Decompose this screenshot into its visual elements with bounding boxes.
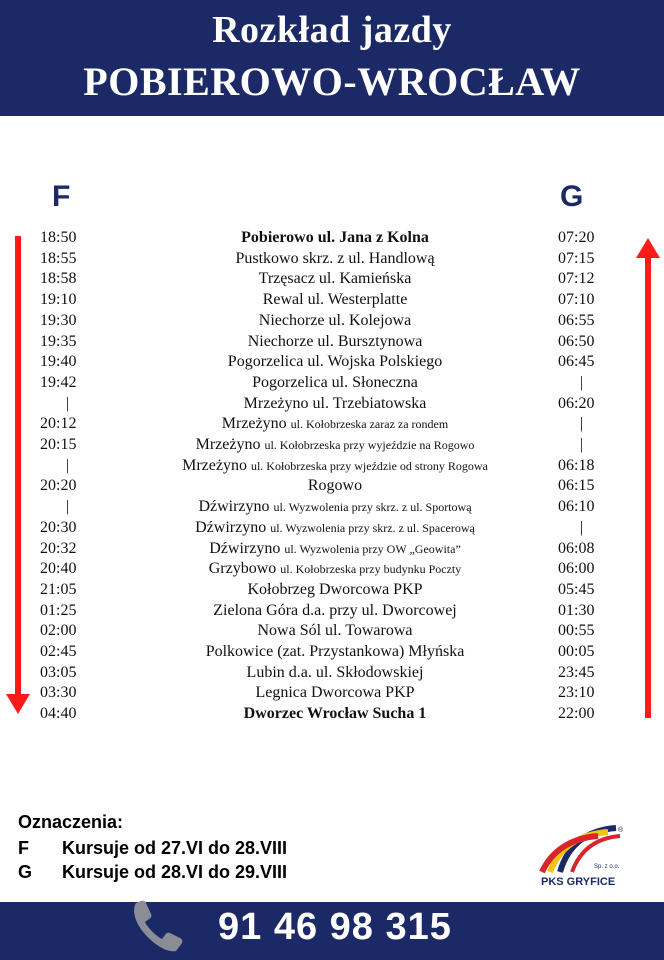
- stop-name: [105, 394, 565, 415]
- stop-main: Niechorze ul. Kolejowa: [258, 311, 412, 329]
- time-g: |: [580, 373, 584, 391]
- legend-text: Kursuje od 28.VI do 29.VIII: [62, 862, 288, 882]
- title-line-2: POBIEROWO-WROCŁAW: [83, 59, 581, 104]
- stop-name: [105, 601, 565, 622]
- stop-main: Trzęsacz ul. Kamieńska: [258, 270, 412, 288]
- table-row: [0, 228, 664, 249]
- time-f: 19:30: [40, 311, 77, 329]
- stop-name: [105, 683, 565, 704]
- stop-name: [105, 642, 565, 663]
- stop-name: [105, 704, 565, 725]
- stop-name: [105, 559, 565, 580]
- legend-row-g: [18, 862, 287, 883]
- legend-row-f: [18, 838, 287, 859]
- time-g: 07:20: [558, 229, 595, 246]
- time-g: 06:45: [558, 353, 595, 371]
- time-f: 20:12: [40, 415, 77, 433]
- stop-main: Dźwirzyno: [198, 498, 270, 516]
- stop-name: [105, 332, 565, 353]
- time-g: 01:30: [558, 601, 595, 619]
- stop-name: [105, 290, 565, 311]
- table-row: [0, 373, 664, 394]
- time-f: 21:05: [40, 580, 77, 598]
- table-row: [0, 269, 664, 290]
- logo-registered: ®: [618, 827, 624, 834]
- header-banner: [0, 0, 664, 116]
- time-g: 05:45: [558, 580, 595, 598]
- stop-main: Dźwirzyno: [195, 518, 267, 536]
- time-f: 19:40: [40, 353, 77, 371]
- time-g: 23:10: [558, 684, 595, 702]
- stop-main: Polkowice (zat. Przystankowa) Młyńska: [205, 643, 465, 660]
- table-row: [0, 663, 664, 684]
- legend-code: F: [18, 838, 29, 858]
- stop-main: Pogorzelica ul. Wojska Polskiego: [227, 353, 443, 371]
- time-g: 07:12: [558, 270, 595, 288]
- stop-detail: ul. Kołobrzeska zaraz za rondem: [290, 417, 449, 432]
- time-g: 06:15: [558, 477, 595, 495]
- time-f: 03:05: [40, 663, 77, 681]
- time-f: 02:00: [40, 622, 77, 640]
- table-row: [0, 332, 664, 353]
- time-f: 03:30: [40, 684, 77, 702]
- stop-name: [105, 373, 565, 394]
- stop-name: [105, 435, 565, 456]
- table-row: [0, 518, 664, 539]
- table-row: [0, 642, 664, 663]
- logo-suffix: Sp. z o.o.: [594, 864, 620, 870]
- stop-name: [105, 663, 565, 684]
- stop-detail: ul. Kołobrzeska przy budynku Poczty: [280, 562, 462, 577]
- time-f: |: [66, 498, 70, 516]
- stop-main: Mrzeżyno ul. Trzebiatowska: [243, 394, 427, 412]
- time-f: 18:58: [40, 270, 77, 288]
- time-f: 19:42: [40, 373, 77, 391]
- time-f: 04:40: [40, 705, 77, 723]
- time-f: 20:30: [40, 518, 77, 536]
- legend-title: Oznaczenia:: [18, 812, 124, 832]
- time-g: |: [580, 415, 584, 433]
- stop-name: [105, 269, 565, 290]
- stop-name: [105, 539, 565, 560]
- stop-main: Pustkowo skrz. z ul. Handlową: [235, 249, 435, 267]
- time-g: 06:18: [558, 456, 595, 474]
- time-f: 19:35: [40, 332, 77, 350]
- stop-main: Dworzec Wrocław Sucha 1: [243, 705, 427, 723]
- stop-main: Rewal ul. Westerplatte: [262, 291, 408, 309]
- table-row: [0, 414, 664, 435]
- stop-name: [105, 456, 565, 477]
- stop-name: [105, 476, 565, 497]
- table-row: [0, 621, 664, 642]
- stop-main: Nowa Sól ul. Towarowa: [257, 622, 413, 640]
- time-g: 06:00: [558, 560, 595, 578]
- time-g: 07:15: [558, 249, 595, 267]
- time-f: 20:32: [40, 539, 77, 557]
- time-f: 02:45: [40, 643, 77, 660]
- legend-text: Kursuje od 27.VI do 28.VIII: [62, 838, 288, 858]
- table-row: [0, 601, 664, 622]
- stop-name: [105, 518, 565, 539]
- time-f: 19:10: [40, 291, 77, 309]
- stop-detail: ul. Kołobrzeska przy wjeździe od strony Rogowa: [250, 458, 488, 473]
- stop-name: [105, 311, 565, 332]
- stop-main: Lubin d.a. ul. Skłodowskiej: [246, 663, 424, 681]
- stop-main: Kołobrzeg Dworcowa PKP: [247, 580, 423, 598]
- time-f: 18:55: [40, 249, 77, 267]
- stop-main: Dźwirzyno: [209, 539, 281, 557]
- table-row: [0, 249, 664, 270]
- table-row: [0, 580, 664, 601]
- time-f: |: [66, 394, 70, 412]
- time-g: 06:20: [558, 394, 595, 412]
- time-f: 20:15: [40, 436, 77, 453]
- stop-name: [105, 249, 565, 270]
- stop-main: Niechorze ul. Bursztynowa: [247, 332, 423, 350]
- time-g: 06:10: [558, 498, 595, 516]
- legend-code: G: [18, 862, 33, 882]
- stop-name: [105, 497, 565, 518]
- table-row: [0, 352, 664, 373]
- time-g: 06:55: [558, 311, 595, 329]
- stop-detail: ul. Wyzwolenia przy OW „Geowita”: [284, 541, 461, 556]
- logo-brand: PKS GRYFICE: [541, 876, 616, 888]
- stop-main: Pogorzelica ul. Słoneczna: [252, 373, 418, 391]
- time-g: 06:50: [558, 332, 595, 350]
- table-row: [0, 476, 664, 497]
- phone-number: 91 46 98 315: [218, 906, 452, 948]
- stop-detail: ul. Kołobrzeska przy wyjeździe na Rogowo: [264, 438, 475, 452]
- time-g: 22:00: [558, 705, 595, 723]
- table-row: [0, 559, 664, 580]
- stop-name: [105, 621, 565, 642]
- time-g: 00:05: [558, 643, 595, 660]
- stop-name: [105, 580, 565, 601]
- time-g: 23:45: [558, 663, 595, 681]
- stop-name: [105, 352, 565, 373]
- time-g: 07:10: [558, 291, 595, 309]
- column-label-f: F: [52, 180, 71, 213]
- time-f: 20:40: [40, 560, 77, 578]
- stop-main: Mrzeżyno: [221, 415, 287, 433]
- stop-name: [105, 228, 565, 249]
- title-line-1: Rozkład jazdy: [212, 9, 452, 51]
- table-row: [0, 290, 664, 311]
- time-f: 01:25: [40, 601, 77, 619]
- stop-main: Rogowo: [307, 477, 363, 495]
- time-g: 06:08: [558, 539, 595, 557]
- table-row: [0, 394, 664, 415]
- stop-main: Legnica Dworcowa PKP: [255, 684, 415, 702]
- stop-main: Pobierowo ul. Jana z Kolna: [241, 229, 429, 246]
- time-f: |: [66, 456, 70, 474]
- table-row: [0, 497, 664, 518]
- stop-main: Mrzeżyno: [182, 456, 247, 474]
- phone-icon: [126, 893, 190, 957]
- table-row: [0, 539, 664, 560]
- stop-main: Mrzeżyno: [195, 436, 261, 453]
- table-row: [0, 456, 664, 477]
- table-row: [0, 435, 664, 456]
- column-label-g: G: [560, 180, 584, 213]
- time-f: 20:20: [40, 477, 77, 495]
- table-row: [0, 683, 664, 704]
- stop-main: Grzybowo: [208, 560, 277, 578]
- time-g: |: [580, 518, 584, 536]
- table-row: [0, 704, 664, 725]
- time-g: |: [580, 436, 584, 453]
- time-f: 18:50: [40, 229, 77, 246]
- stop-name: [105, 414, 565, 435]
- stop-detail: ul. Wyzwolenia przy skrz. z ul. Spacerową: [270, 520, 475, 535]
- stop-main: Zielona Góra d.a. przy ul. Dworcowej: [213, 601, 457, 619]
- stop-detail: ul. Wyzwolenia przy skrz. z ul. Sportową: [273, 500, 472, 515]
- table-row: [0, 311, 664, 332]
- time-g: 00:55: [558, 622, 595, 640]
